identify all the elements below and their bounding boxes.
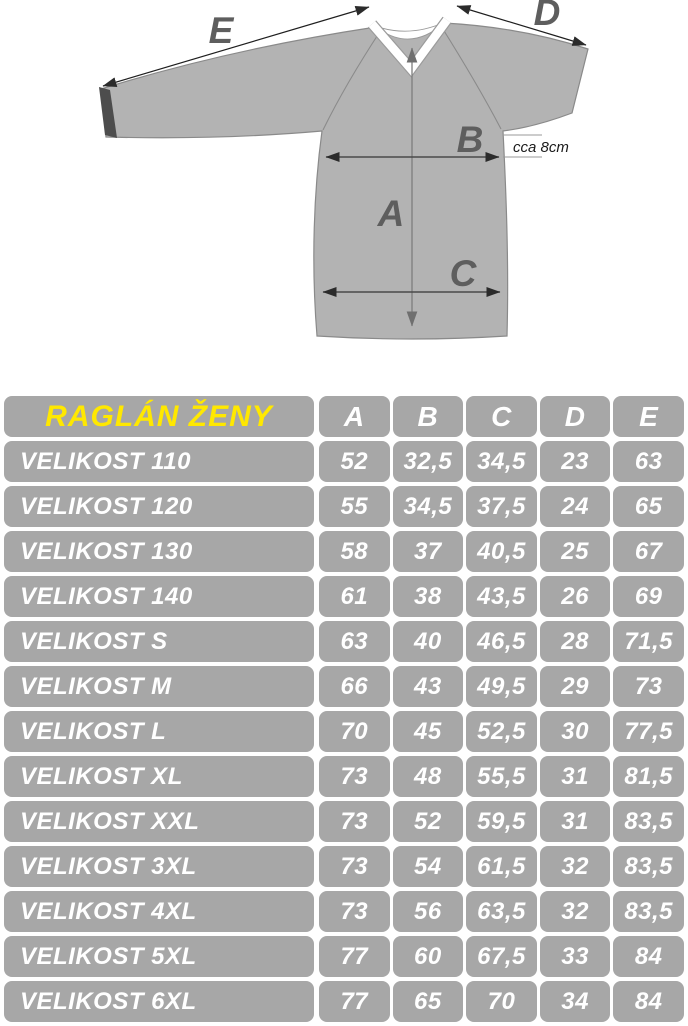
column-header-b: B (393, 396, 464, 437)
value-cell: 32 (540, 891, 611, 932)
value-cell: 77 (319, 981, 390, 1022)
table-row (4, 666, 684, 707)
value-cell: 77,5 (613, 711, 684, 752)
value-cell: 24 (540, 486, 611, 527)
value-cell: 46,5 (466, 621, 537, 662)
table-row (4, 621, 684, 662)
value-cell: 23 (540, 441, 611, 482)
value-cell: 66 (319, 666, 390, 707)
size-label: VELIKOST XL (4, 756, 314, 797)
value-cell: 38 (393, 576, 464, 617)
column-header-e: E (613, 396, 684, 437)
value-cell: 63 (319, 621, 390, 662)
value-cell: 34 (540, 981, 611, 1022)
value-cell: 48 (393, 756, 464, 797)
value-cell: 45 (393, 711, 464, 752)
value-cell: 69 (613, 576, 684, 617)
value-cell: 77 (319, 936, 390, 977)
value-cell: 65 (393, 981, 464, 1022)
table-header-row (4, 396, 684, 437)
size-label: VELIKOST 6XL (4, 981, 314, 1022)
value-cell: 83,5 (613, 801, 684, 842)
value-cell: 73 (319, 846, 390, 887)
value-cell: 55 (319, 486, 390, 527)
value-cell: 59,5 (466, 801, 537, 842)
value-cell: 83,5 (613, 891, 684, 932)
value-cell: 70 (466, 981, 537, 1022)
value-cell: 83,5 (613, 846, 684, 887)
value-cell: 49,5 (466, 666, 537, 707)
value-cell: 52 (393, 801, 464, 842)
size-label: VELIKOST 120 (4, 486, 314, 527)
approx-8cm-note: cca 8cm (513, 139, 569, 156)
size-label: VELIKOST M (4, 666, 314, 707)
size-table (4, 396, 684, 1026)
measure-label-b: B (456, 119, 484, 160)
value-cell: 43,5 (466, 576, 537, 617)
table-title: RAGLÁN ŽENY (4, 396, 314, 437)
measure-label-e: E (208, 10, 234, 51)
value-cell: 55,5 (466, 756, 537, 797)
value-cell: 65 (613, 486, 684, 527)
value-cell: 84 (613, 936, 684, 977)
value-cell: 67,5 (466, 936, 537, 977)
table-row (4, 756, 684, 797)
table-row (4, 891, 684, 932)
value-cell: 73 (319, 801, 390, 842)
value-cell: 34,5 (466, 441, 537, 482)
value-cell: 29 (540, 666, 611, 707)
value-cell: 43 (393, 666, 464, 707)
value-cell: 31 (540, 801, 611, 842)
table-row (4, 441, 684, 482)
table-row (4, 531, 684, 572)
value-cell: 73 (319, 756, 390, 797)
value-cell: 40,5 (466, 531, 537, 572)
column-header-d: D (540, 396, 611, 437)
value-cell: 58 (319, 531, 390, 572)
value-cell: 32,5 (393, 441, 464, 482)
value-cell: 37,5 (466, 486, 537, 527)
column-header-c: C (466, 396, 537, 437)
value-cell: 52 (319, 441, 390, 482)
value-cell: 30 (540, 711, 611, 752)
value-cell: 34,5 (393, 486, 464, 527)
size-label: VELIKOST 130 (4, 531, 314, 572)
value-cell: 63,5 (466, 891, 537, 932)
value-cell: 31 (540, 756, 611, 797)
value-cell: 63 (613, 441, 684, 482)
size-label: VELIKOST 3XL (4, 846, 314, 887)
table-row (4, 801, 684, 842)
value-cell: 25 (540, 531, 611, 572)
value-cell: 28 (540, 621, 611, 662)
value-cell: 67 (613, 531, 684, 572)
value-cell: 37 (393, 531, 464, 572)
value-cell: 54 (393, 846, 464, 887)
value-cell: 70 (319, 711, 390, 752)
value-cell: 71,5 (613, 621, 684, 662)
value-cell: 60 (393, 936, 464, 977)
value-cell: 84 (613, 981, 684, 1022)
size-label: VELIKOST S (4, 621, 314, 662)
size-label: VELIKOST 4XL (4, 891, 314, 932)
value-cell: 73 (319, 891, 390, 932)
table-row (4, 711, 684, 752)
value-cell: 81,5 (613, 756, 684, 797)
value-cell: 52,5 (466, 711, 537, 752)
value-cell: 40 (393, 621, 464, 662)
size-label: VELIKOST 140 (4, 576, 314, 617)
table-row (4, 576, 684, 617)
table-row (4, 981, 684, 1022)
value-cell: 32 (540, 846, 611, 887)
measure-label-c: C (449, 253, 477, 294)
table-row (4, 846, 684, 887)
value-cell: 33 (540, 936, 611, 977)
size-label: VELIKOST L (4, 711, 314, 752)
value-cell: 73 (613, 666, 684, 707)
value-cell: 56 (393, 891, 464, 932)
measure-label-a: A (377, 193, 405, 234)
measure-label-d: D (533, 0, 561, 33)
size-label: VELIKOST 5XL (4, 936, 314, 977)
shirt-measurement-diagram (0, 0, 688, 396)
value-cell: 61,5 (466, 846, 537, 887)
value-cell: 61 (319, 576, 390, 617)
value-cell: 26 (540, 576, 611, 617)
table-row (4, 936, 684, 977)
size-label: VELIKOST XXL (4, 801, 314, 842)
size-label: VELIKOST 110 (4, 441, 314, 482)
column-header-a: A (319, 396, 390, 437)
table-row (4, 486, 684, 527)
